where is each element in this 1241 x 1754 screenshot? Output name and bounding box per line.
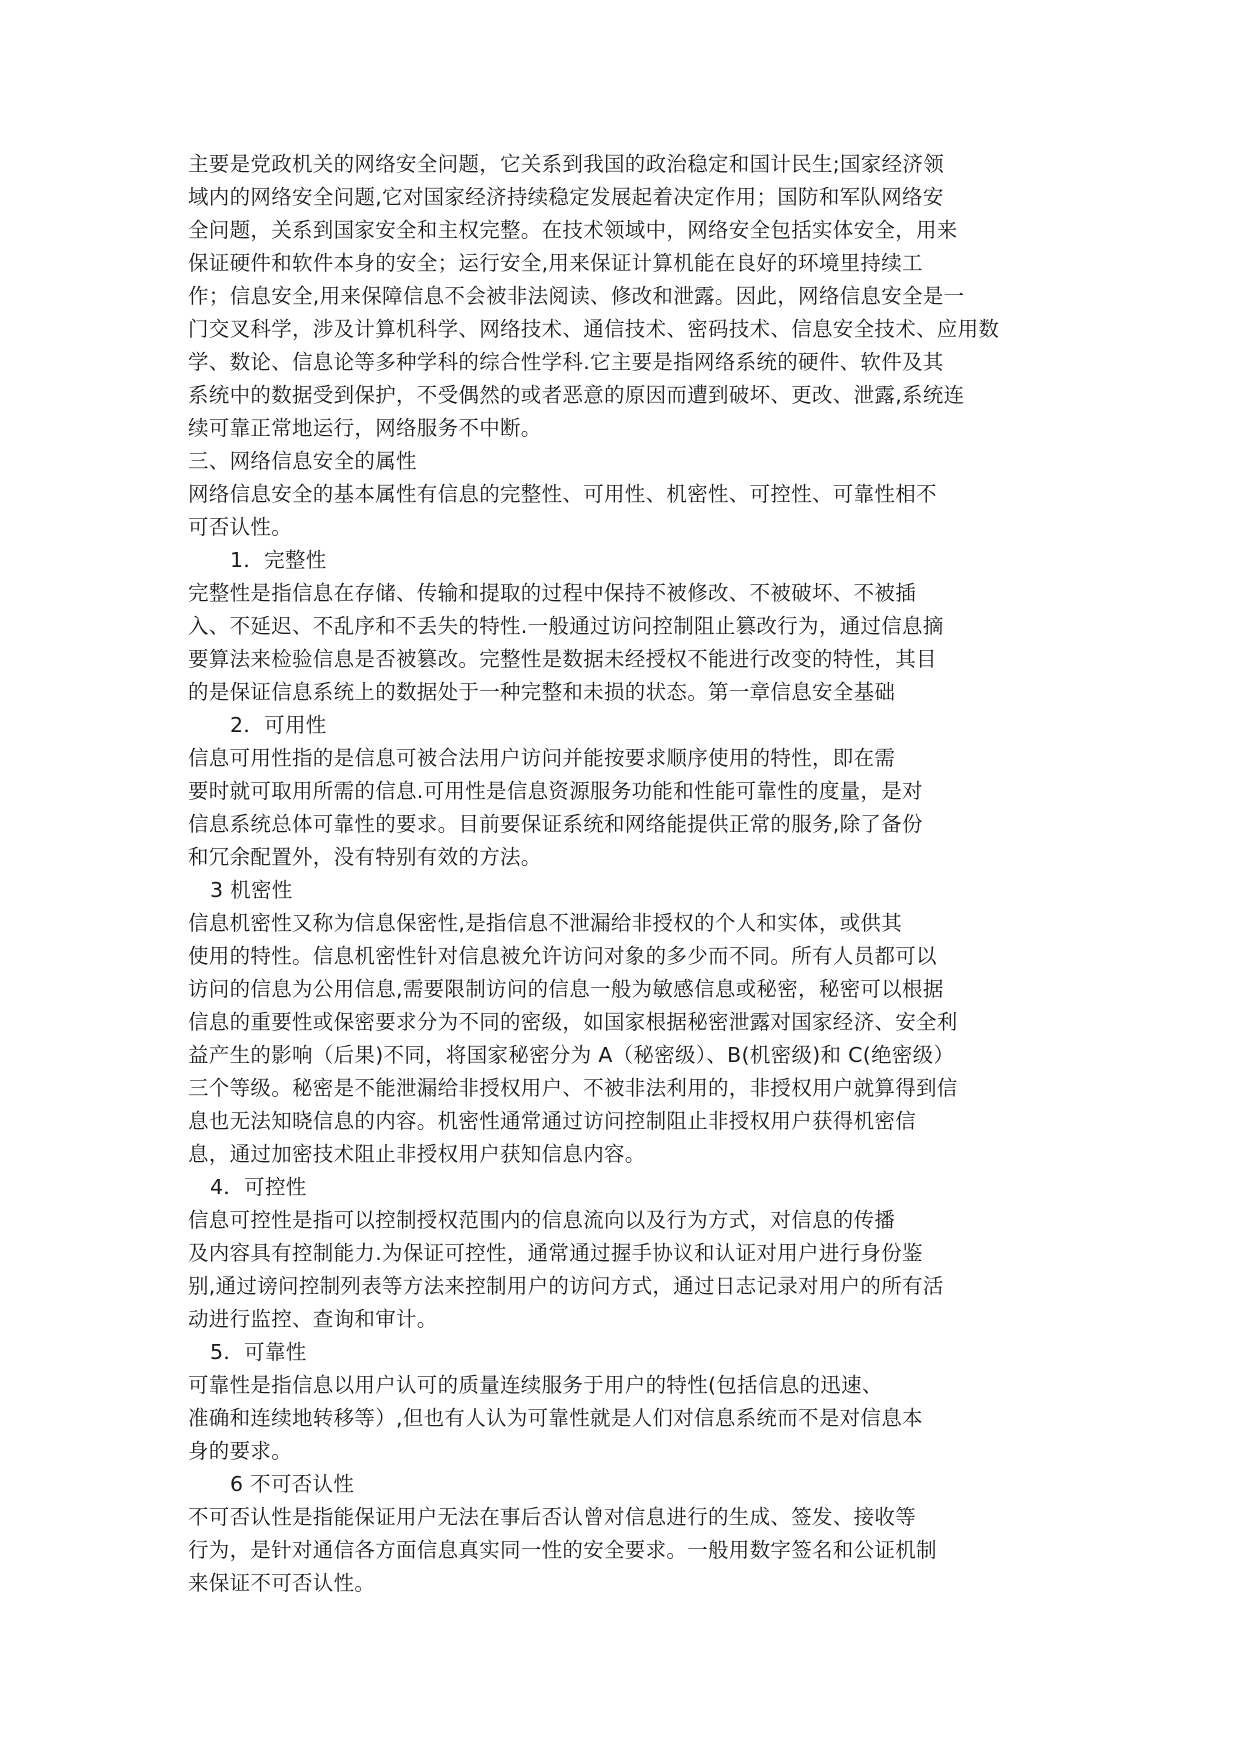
text-line: 信息可控性是指可以控制授权范围内的信息流向以及行为方式，对信息的传播	[188, 1208, 896, 1232]
text-line: 的是保证信息系统上的数据处于一种完整和未损的状态。第一章信息安全基础	[188, 680, 896, 704]
text-line: 可靠性是指信息以用户认可的质量连续服务于用户的特性(包括信息的迅速、	[188, 1373, 883, 1397]
text-line: 及内容具有控制能力.为保证可控性，通常通过握手协议和认证对用户进行身份鉴	[188, 1241, 923, 1265]
subsection-heading: 4．可控性	[210, 1175, 307, 1199]
text-line: 入、不延迟、不乱序和不丢失的特性.一般通过访问控制阻止篡改行为，通过信息摘	[188, 614, 944, 638]
text-line: 续可靠正常地运行，网络服务不中断。	[188, 416, 542, 440]
text-line: 网络信息安全的基本属性有信息的完整性、可用性、机密性、可控性、可靠性相不	[188, 482, 937, 506]
text-line: 和冗余配置外，没有特别有效的方法。	[188, 845, 542, 869]
text-line: 作；信息安全,用来保障信息不会被非法阅读、修改和泄露。因此，网络信息安全是一	[188, 284, 965, 308]
text-line: 信息系统总体可靠性的要求。目前要保证系统和网络能提供正常的服务,除了备份	[188, 812, 923, 836]
text-line: 息，通过加密技术阻止非授权用户获知信息内容。	[188, 1142, 646, 1166]
subsection-heading: 3 机密性	[210, 878, 293, 902]
text-line: 不可否认性是指能保证用户无法在事后否认曾对信息进行的生成、签发、接收等	[188, 1505, 916, 1529]
text-line: 息也无法知晓信息的内容。机密性通常通过访问控制阻止非授权用户获得机密信	[188, 1109, 916, 1133]
text-line: 学、数论、信息论等多种学科的综合性学科.它主要是指网络系统的硬件、软件及其	[188, 350, 944, 374]
subsection-heading: 1．完整性	[230, 548, 327, 572]
text-line: 信息可用性指的是信息可被合法用户访问并能按要求顺序使用的特性，即在需	[188, 746, 896, 770]
text-line: 行为，是针对通信各方面信息真实同一性的安全要求。一般用数字签名和公证机制	[188, 1538, 937, 1562]
text-line: 益产生的影响（后果)不同，将国家秘密分为 A（秘密级）、B(机密级)和 C(绝密级）	[188, 1043, 955, 1067]
text-line: 准确和连续地转移等）,但也有人认为可靠性就是人们对信息系统而不是对信息本	[188, 1406, 923, 1430]
text-line: 域内的网络安全问题,它对国家经济持续稳定发展起着决定作用；国防和军队网络安	[188, 185, 944, 209]
subsection-heading: 2．可用性	[230, 713, 327, 737]
section-heading: 三、网络信息安全的属性	[188, 449, 417, 473]
text-line: 三个等级。秘密是不能泄漏给非授权用户、不被非法利用的，非授权用户就算得到信	[188, 1076, 958, 1100]
text-line: 别,通过谤问控制列表等方法来控制用户的访问方式，通过日志记录对用户的所有活	[188, 1274, 944, 1298]
text-line: 要算法来检验信息是否被篡改。完整性是数据未经授权不能进行改变的特性，其目	[188, 647, 937, 671]
text-line: 完整性是指信息在存储、传输和提取的过程中保持不被修改、不被破坏、不被插	[188, 581, 916, 605]
text-line: 门交叉科学，涉及计算机科学、网络技术、通信技术、密码技术、信息安全技术、应用数	[188, 317, 1000, 341]
text-line: 使用的特性。信息机密性针对信息被允许访问对象的多少而不同。所有人员都可以	[188, 944, 937, 968]
subsection-heading: 5．可靠性	[210, 1340, 307, 1364]
text-line: 要时就可取用所需的信息.可用性是信息资源服务功能和性能可靠性的度量，是对	[188, 779, 923, 803]
text-line: 保证硬件和软件本身的安全；运行安全,用来保证计算机能在良好的环境里持续工	[188, 251, 923, 275]
subsection-heading: 6 不可否认性	[230, 1472, 355, 1496]
text-line: 动进行监控、查询和审计。	[188, 1307, 438, 1331]
text-line: 系统中的数据受到保护，不受偶然的或者恶意的原因而遭到破坏、更改、泄露,系统连	[188, 383, 965, 407]
text-line: 信息的重要性或保密要求分为不同的密级，如国家根据秘密泄露对国家经济、安全利	[188, 1010, 958, 1034]
text-line: 可否认性。	[188, 515, 292, 539]
document-body	[0, 148, 1241, 1600]
text-line: 访问的信息为公用信息,需要限制访问的信息一般为敏感信息或秘密，秘密可以根据	[188, 977, 944, 1001]
text-line: 信息机密性又称为信息保密性,是指信息不泄漏给非授权的个人和实体，或供其	[188, 911, 903, 935]
text-line: 全问题，关系到国家安全和主权完整。在技术领域中，网络安全包括实体安全，用来	[188, 218, 958, 242]
text-line: 来保证不可否认性。	[188, 1571, 376, 1595]
text-line: 主要是党政机关的网络安全问题，它关系到我国的政治稳定和国计民生;国家经济领	[188, 152, 945, 176]
text-line: 身的要求。	[188, 1439, 292, 1463]
